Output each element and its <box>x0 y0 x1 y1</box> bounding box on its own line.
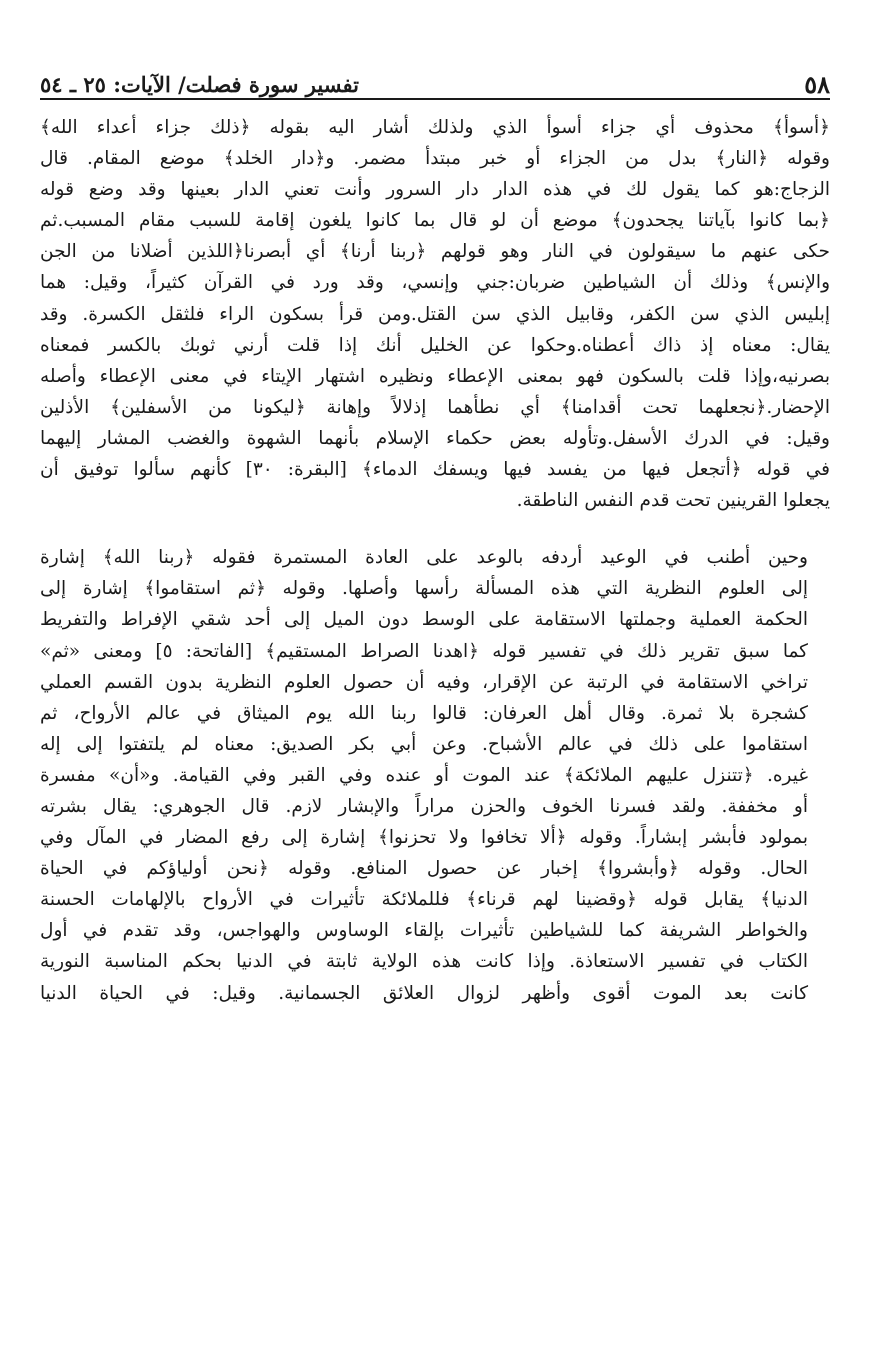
text-line: حكى عنهم ما سيقولون في النار وهو قولهم ﴿ربنا أرنا﴾ أي أبصرنا﴿اللذين أضلانا من الجن <box>40 241 830 263</box>
text-line: الحال. وقوله ﴿وأبشروا﴾ إخبار عن حصول المنافع. وقوله ﴿نحن أولياؤكم في الحياة <box>40 858 808 880</box>
paragraph-1 <box>40 112 830 516</box>
running-title: تفسير سورة فصلت/ الآيات: ٢٥ ـ ٥٤ <box>40 72 359 97</box>
text-line: إبليس الذي سن الكفر، وقابيل الذي سن القتل.ومن قرأ بسكون الراء فلثقل الكسرة. وقد <box>40 303 830 325</box>
page-number: ٥٨ <box>804 70 830 99</box>
text-line: أو مخففة. ولقد فسرنا الخوف والحزن مراراً والإبشار لازم. قال الجوهري: يقال بشرته <box>40 795 808 817</box>
text-line: يجعلوا القرينين تحت قدم النفس الناطقة. <box>516 490 830 512</box>
page-body <box>40 112 830 1009</box>
text-line: ﴿أسوأ﴾ محذوف أي جزاء أسوأ الذي ولذلك أشار اليه بقوله ﴿ذلك جزاء أعداء الله﴾ <box>40 117 830 138</box>
text-line: الإحضار.﴿نجعلهما تحت أقدامنا﴾ أي نطأهما إذلالاً وإهانة ﴿ليكونا من الأسفلين﴾ الأذلين <box>40 396 830 418</box>
paragraph-2 <box>40 542 830 1008</box>
text-line: استقاموا على ذلك في عالم الأشباح. وعن أبي بكر الصديق: معناه لم يلتفتوا إلى إله <box>40 733 808 755</box>
page-header <box>40 60 830 100</box>
text-line: الكتاب في تفسير الاستعاذة. وإذا كانت هذه الولاية ثابتة في الدنيا بحكم المناسبة النورية <box>40 951 808 973</box>
text-line: وحين أطنب في الوعيد أردفه بالوعد على العادة المستمرة فقوله ﴿ربنا الله﴾ إشارة <box>40 547 808 569</box>
text-line: إلى العلوم النظرية التي هذه المسألة رأسها وأصلها. وقوله ﴿ثم استقاموا﴾ إشارة إلى <box>40 578 808 600</box>
text-line: كما سبق تقرير ذلك في تفسير قوله ﴿اهدنا الصراط المستقيم﴾ [الفاتحة: ٥] ومعنى «ثم» <box>40 640 808 662</box>
text-line: الزجاج:هو كما يقول لك في هذه الدار دار السرور وأنت تعني الدار بعينها وقد وضع قوله <box>40 179 830 201</box>
text-line: بصرنيه،وإذا قلت بالسكون فهو بمعنى الإعطاء ونظيره اشتهار الإيتاء في معنى الإعطاء وأصله <box>40 365 830 387</box>
text-line: في قوله ﴿أتجعل فيها من يفسد فيها ويسفك الدماء﴾ [البقرة: ٣٠] كأنهم سألوا توفيق أن <box>40 459 830 481</box>
text-line: وقوله ﴿النار﴾ بدل من الجزاء أو خبر مبتدأ مضمر. و﴿دار الخلد﴾ موضع المقام. قال <box>40 148 830 170</box>
text-line: كانت بعد الموت أقوى وأظهر لزوال العلائق الجسمانية. وقيل: في الحياة الدنيا <box>40 982 808 1004</box>
text-line: يقال: معناه إذ ذاك أعطناه.وحكوا عن الخليل أنك إذا قلت أرني ثوبك بالكسر فمعناه <box>40 334 830 356</box>
text-line: تراخي الاستقامة في الرتبة عن الإقرار، وفيه أن حصول العلوم النظرية بدون القسم العملي <box>40 671 808 693</box>
text-line: والخواطر الشريفة كما للشياطين تأثيرات بإلقاء الوساوس والهواجس، وقد تقدم في أول <box>40 920 808 942</box>
text-line: غيره. ﴿تتنزل عليهم الملائكة﴾ عند الموت أو عنده وفي القبر وفي القيامة. و«أن» مفسرة <box>40 764 808 786</box>
text-line: الدنيا﴾ يقابل قوله ﴿وقضينا لهم قرناء﴾ فللملائكة تأثيرات في الأرواح بالإلهامات الحسنة <box>40 889 808 911</box>
book-page <box>40 60 830 1350</box>
text-line: والإنس﴾ وذلك أن الشياطين ضربان:جني وإنسي، وقد ورد في القرآن كثيراً، وقيل: هما <box>40 272 830 294</box>
text-line: كشجرة بلا ثمرة. وقال أهل العرفان: قالوا ربنا الله يوم الميثاق في عالم الأرواح، ثم <box>40 702 808 724</box>
text-line: ﴿بما كانوا بآياتنا يجحدون﴾ موضع أن لو قال بما كانوا يلغون إقامة للسبب مقام المسبب.ثم <box>40 210 830 232</box>
text-line: وقيل: في الدرك الأسفل.وتأوله بعض حكماء الإسلام بأنهما الشهوة والغضب المشار إليهما <box>40 427 830 449</box>
text-line: بمولود فأبشر إبشاراً. وقوله ﴿ألا تخافوا ولا تحزنوا﴾ إشارة إلى رفع المضار في المآل وفي <box>40 827 808 849</box>
text-line: الحكمة العملية وجملتها الاستقامة على الوسط دون الميل إلى أحد شقي الإفراط والتفريط <box>40 609 808 631</box>
